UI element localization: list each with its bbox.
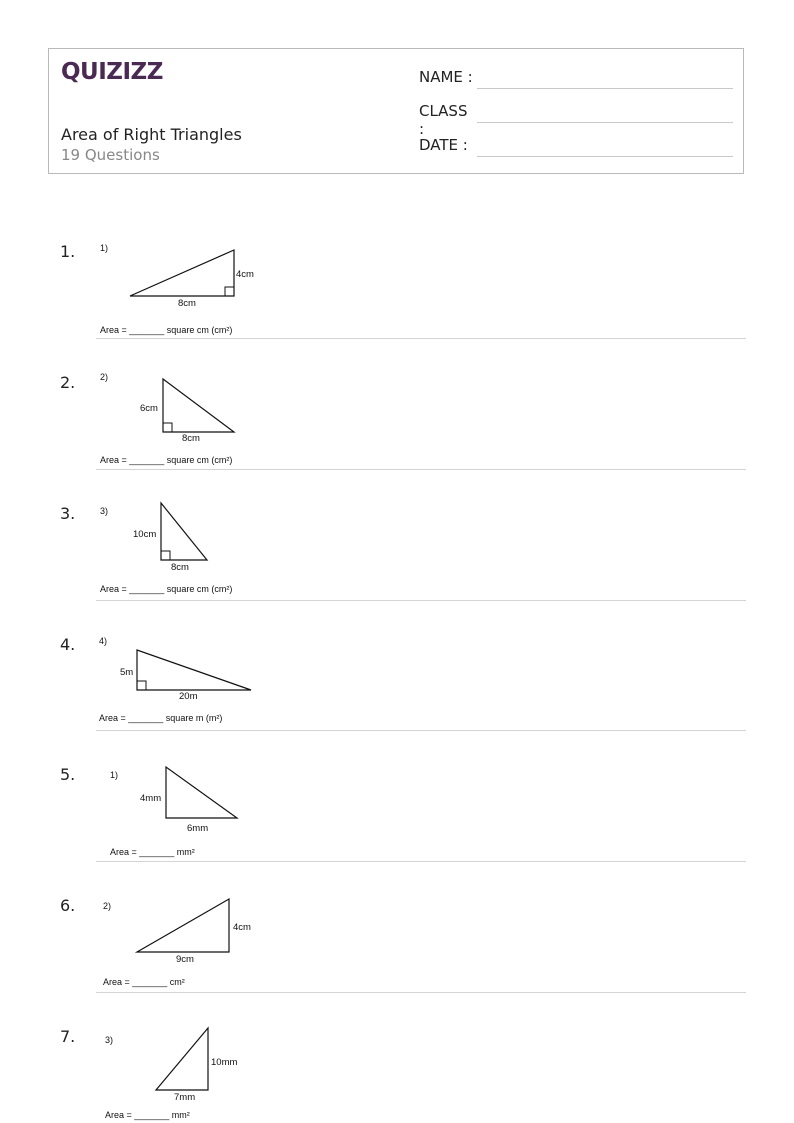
base-label: 8cm <box>171 562 189 573</box>
question-number: 2. <box>60 373 76 392</box>
date-label: DATE : <box>419 136 468 154</box>
worksheet-title: Area of Right Triangles <box>61 125 242 144</box>
area-prompt: Area = _______ cm² <box>103 977 185 987</box>
base-label: 8cm <box>182 433 200 444</box>
height-label: 10cm <box>133 529 157 540</box>
area-prompt: Area = _______ mm² <box>105 1110 190 1120</box>
height-label: 4cm <box>236 269 254 280</box>
base-label: 7mm <box>174 1092 196 1103</box>
height-label: 4mm <box>140 793 162 804</box>
sub-label: 2) <box>103 901 112 911</box>
height-label: 10mm <box>211 1057 238 1068</box>
question-number: 5. <box>60 765 76 784</box>
height-label: 5m <box>120 667 134 678</box>
base-label: 8cm <box>178 298 196 309</box>
question-number: 1. <box>60 242 76 261</box>
area-prompt: Area = _______ square cm (cm²) <box>100 325 233 335</box>
right-triangle <box>156 1028 208 1090</box>
area-prompt: Area = _______ square cm (cm²) <box>100 455 233 465</box>
base-label: 6mm <box>187 823 209 834</box>
area-prompt: Area = _______ square m (m²) <box>99 713 223 723</box>
question-number: 4. <box>60 635 76 654</box>
area-prompt: Area = _______ square cm (cm²) <box>100 584 233 594</box>
quizizz-logo: QUIZIZZ <box>61 59 163 85</box>
sub-label: 3) <box>105 1035 114 1045</box>
base-label: 20m <box>179 691 198 702</box>
class-label: CLASS : <box>419 102 468 138</box>
question-count: 19 Questions <box>61 146 160 164</box>
sub-label: 2) <box>100 372 109 382</box>
sub-label: 1) <box>100 243 109 253</box>
sub-label: 4) <box>99 636 108 646</box>
question-number: 6. <box>60 896 76 915</box>
area-prompt: Area = _______ mm² <box>110 847 195 857</box>
sub-label: 3) <box>100 506 109 516</box>
base-label: 9cm <box>176 954 194 965</box>
height-label: 6cm <box>140 403 158 414</box>
question-number: 3. <box>60 504 76 523</box>
sub-label: 1) <box>110 770 119 780</box>
name-label: NAME : <box>419 68 473 86</box>
question-number: 7. <box>60 1027 76 1046</box>
height-label: 4cm <box>233 922 251 933</box>
